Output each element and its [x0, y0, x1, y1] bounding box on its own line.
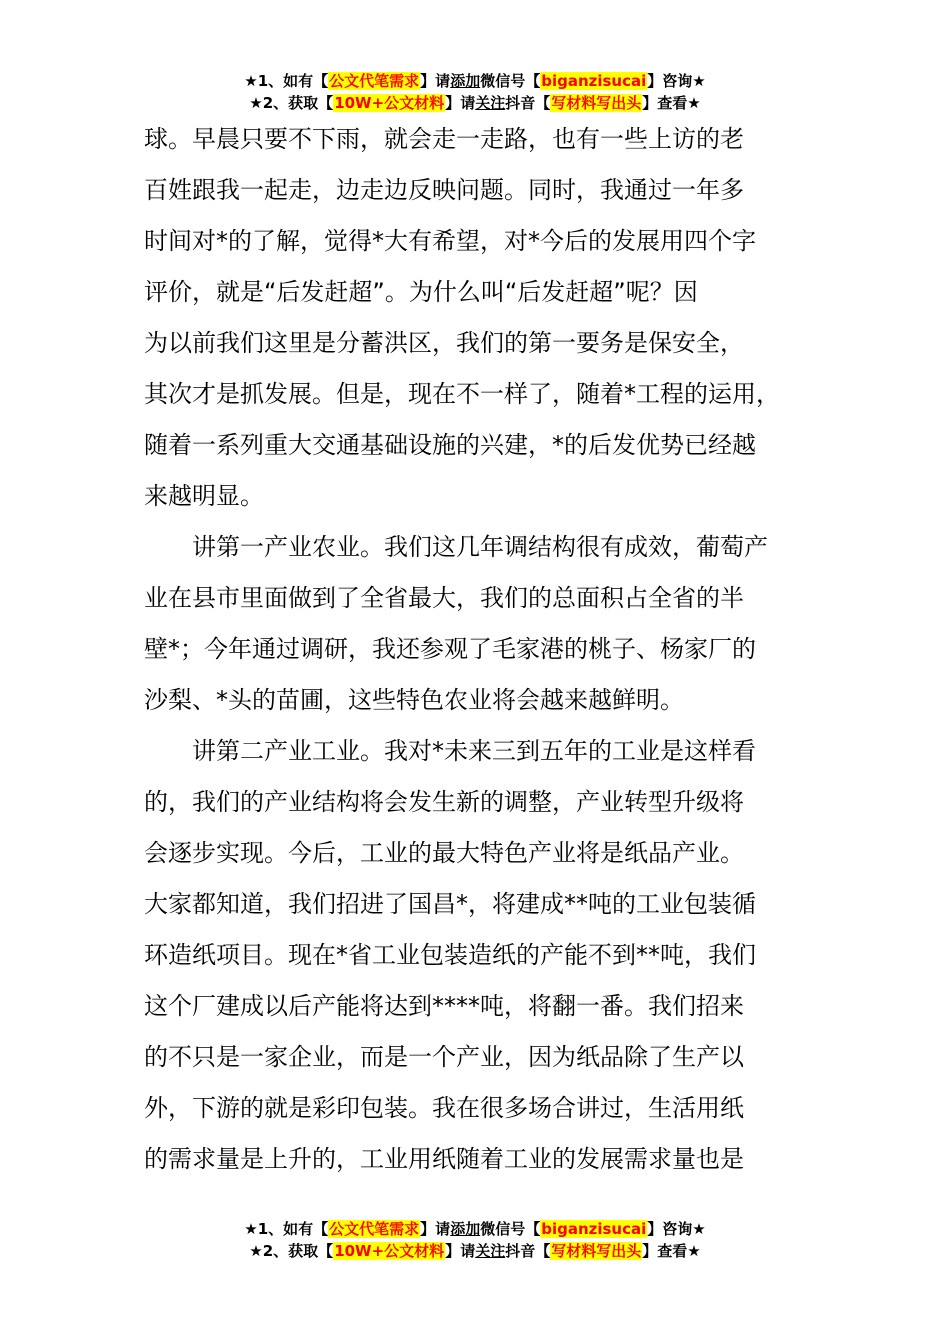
banner-underline: 添加 — [450, 1220, 481, 1238]
banner-text: 抖音【 — [505, 1242, 551, 1260]
header-banner — [0, 70, 950, 114]
banner-text: 】请 — [445, 94, 476, 112]
banner-highlight: 写材料写出头 — [551, 1242, 642, 1260]
text-line: 沙梨、*头的苗圃，这些特色农业将会越来越鲜明。 — [144, 686, 684, 714]
banner-highlight: 10W+公文材料 — [334, 94, 445, 112]
text-line: 评价，就是“后发赶超”。为什么叫“后发赶超”呢？因 — [144, 278, 698, 306]
text-line: 球。早晨只要不下雨，就会走一走路，也有一些上访的老 — [144, 125, 744, 153]
banner-text: 】请 — [420, 1220, 451, 1238]
banner-underline: 添加 — [450, 72, 481, 90]
banner-text: ★1、如有【 — [244, 72, 329, 90]
text-line: 这个厂建成以后产能将达到****吨，将翻一番。我们招来 — [144, 992, 744, 1020]
banner-highlight: biganzisucai — [541, 72, 647, 90]
banner-line-1 — [0, 70, 950, 92]
text-line: 的需求量是上升的，工业用纸随着工业的发展需求量也是 — [144, 1145, 744, 1173]
text-line: 壁*；今年通过调研，我还参观了毛家港的桃子、杨家厂的 — [144, 635, 756, 663]
banner-text: 抖音【 — [505, 94, 551, 112]
text-line: 的不只是一家企业，而是一个产业，因为纸品除了生产以 — [144, 1043, 744, 1071]
text-line: 业在县市里面做到了全省最大，我们的总面积占全省的半 — [144, 584, 744, 612]
banner-text: 】咨询★ — [647, 72, 706, 90]
banner-highlight: 10W+公文材料 — [334, 1242, 445, 1260]
banner-highlight: biganzisucai — [541, 1220, 647, 1238]
banner-line-1 — [0, 1218, 950, 1240]
text-line: 大家都知道，我们招进了国昌*，将建成**吨的工业包装循 — [144, 890, 756, 918]
banner-text: ★1、如有【 — [244, 1220, 329, 1238]
banner-text: 微信号【 — [480, 1220, 541, 1238]
text-line: 的，我们的产业结构将会发生新的调整，产业转型升级将 — [144, 788, 744, 816]
banner-highlight: 写材料写出头 — [551, 94, 642, 112]
banner-text: ★2、获取【 — [249, 1242, 334, 1260]
text-line: 百姓跟我一起走，边走边反映问题。同时，我通过一年多 — [144, 176, 744, 204]
text-line: 来越明显。 — [144, 482, 264, 510]
text-line: 为以前我们这里是分蓄洪区，我们的第一要务是保安全， — [144, 329, 744, 357]
text-line: 讲第二产业工业。我对*未来三到五年的工业是这样看 — [144, 737, 756, 765]
banner-text: 】查看★ — [642, 94, 701, 112]
banner-underline: 关注 — [475, 94, 506, 112]
banner-text: 】咨询★ — [647, 1220, 706, 1238]
document-body — [144, 114, 834, 1185]
banner-highlight: 公文代笔需求 — [329, 72, 420, 90]
text-line: 讲第一产业农业。我们这几年调结构很有成效，葡萄产 — [144, 533, 768, 561]
text-line: 会逐步实现。今后，工业的最大特色产业将是纸品产业。 — [144, 839, 744, 867]
banner-text: 】请 — [420, 72, 451, 90]
banner-text: ★2、获取【 — [249, 94, 334, 112]
footer-banner — [0, 1218, 950, 1262]
banner-text: 】请 — [445, 1242, 476, 1260]
banner-underline: 关注 — [475, 1242, 506, 1260]
banner-highlight: 公文代笔需求 — [329, 1220, 420, 1238]
text-line: 时间对*的了解，觉得*大有希望，对*今后的发展用四个字 — [144, 227, 756, 255]
banner-text: 】查看★ — [642, 1242, 701, 1260]
banner-text: 微信号【 — [480, 72, 541, 90]
text-line: 其次才是抓发展。但是，现在不一样了，随着*工程的运用， — [144, 380, 780, 408]
text-line: 外，下游的就是彩印包装。我在很多场合讲过，生活用纸 — [144, 1094, 744, 1122]
text-line: 环造纸项目。现在*省工业包装造纸的产能不到**吨，我们 — [144, 941, 756, 969]
banner-line-2 — [0, 92, 950, 114]
text-line: 随着一系列重大交通基础设施的兴建，*的后发优势已经越 — [144, 431, 756, 459]
banner-line-2 — [0, 1240, 950, 1262]
